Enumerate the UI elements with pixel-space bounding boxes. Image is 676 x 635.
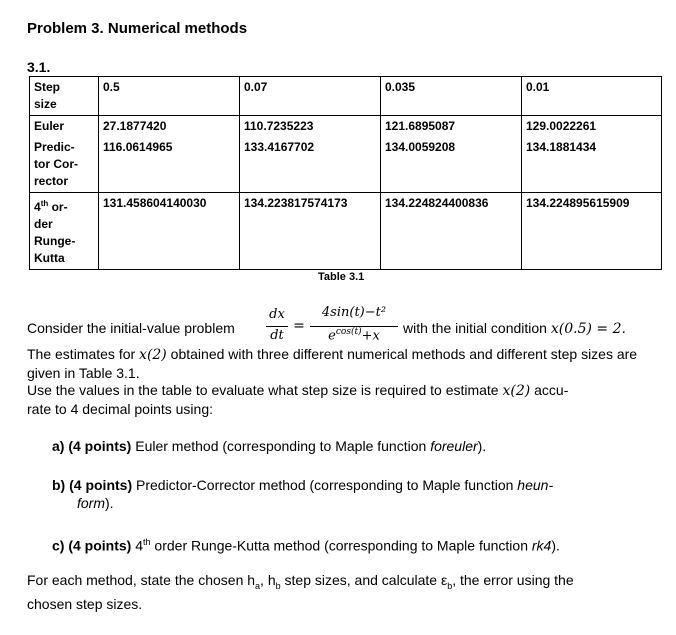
- table-cell: 27.1877420: [99, 116, 240, 138]
- text-run: The estimates for: [27, 346, 140, 362]
- table-caption: Table 3.1: [318, 271, 365, 283]
- row-label-part: 4: [34, 200, 41, 214]
- table-row: [30, 193, 662, 270]
- item-c: [52, 533, 560, 555]
- table-cell: 134.224895615909: [522, 193, 662, 270]
- table-cell: 110.7235223: [240, 116, 381, 138]
- item-points: (4 points): [68, 438, 132, 454]
- text-run: step sizes, and calculate ε: [280, 572, 448, 588]
- subscript: a: [255, 580, 261, 591]
- item-text: Predictor-Corrector method (corresponding to Maple function: [132, 477, 518, 493]
- row-label-line: tor Cor-: [34, 157, 78, 171]
- math-expr: x(2): [502, 383, 531, 399]
- paragraph-instruction: [27, 381, 662, 418]
- table-cell: 0.07: [240, 77, 381, 116]
- rhs-denominator: [310, 327, 398, 343]
- fraction-bar: [266, 326, 288, 327]
- table-row: [30, 137, 662, 193]
- item-b-cont: [77, 494, 114, 512]
- item-text: 4: [131, 537, 144, 554]
- item-text: ).: [551, 537, 560, 554]
- item-label: c): [52, 537, 65, 554]
- table-cell: 129.0022261: [522, 116, 662, 138]
- table-cell: 133.4167702: [240, 137, 381, 193]
- table-cell: 0.5: [99, 77, 240, 116]
- maple-function: heun-: [517, 477, 554, 493]
- final-paragraph: [27, 571, 662, 613]
- item-text: Euler method (corresponding to Maple function: [131, 438, 431, 454]
- ivp-tail: [403, 319, 626, 338]
- row-label-line: rector: [34, 174, 69, 188]
- problem-title: Problem 3. Numerical methods: [27, 20, 248, 37]
- table-cell: 0.035: [381, 77, 522, 116]
- item-text: ).: [477, 438, 487, 454]
- text-run: rate to 4 decimal points using:: [27, 401, 213, 417]
- item-b: [52, 476, 553, 494]
- text-run: , the error using the: [452, 572, 574, 588]
- lhs-denominator: dt: [270, 328, 284, 343]
- ivp-tail-text: with the initial condition: [403, 320, 547, 336]
- table-cell: 121.6895087: [381, 116, 522, 138]
- maple-function: form: [77, 495, 105, 511]
- text-run: , h: [260, 572, 276, 588]
- superscript: th: [40, 199, 49, 208]
- paragraph-estimates: [27, 345, 662, 382]
- item-label: a): [52, 438, 65, 454]
- results-table: [29, 76, 662, 270]
- row-label-line: Predic-: [34, 140, 75, 154]
- table-row: [30, 116, 662, 138]
- math-expr: x(2): [139, 347, 167, 363]
- header-label-line: size: [34, 97, 57, 111]
- maple-function: foreuler: [430, 438, 478, 454]
- text-run: obtained with three different numerical methods and different step sizes are given in Table 3.1.: [27, 346, 638, 381]
- superscript: th: [143, 537, 151, 547]
- row-label: Euler: [30, 116, 99, 138]
- row-label: [30, 193, 99, 270]
- text-run: accu-: [530, 382, 569, 398]
- text-run: chosen step sizes.: [27, 595, 143, 612]
- row-label-line: der: [34, 217, 53, 231]
- table-cell: 134.0059208: [381, 137, 522, 193]
- item-text: ).: [105, 495, 114, 511]
- row-label-line: Kutta: [34, 251, 65, 265]
- item-a: [52, 437, 486, 455]
- denominator-tail: +x: [361, 328, 380, 344]
- exponent: cos(t): [335, 327, 362, 337]
- table-cell: 134.1881434: [522, 137, 662, 193]
- lhs-numerator: dx: [269, 307, 285, 322]
- table-cell: 0.01: [522, 77, 662, 116]
- table-cell: 116.0614965: [99, 137, 240, 193]
- table-header-cell: [30, 77, 99, 116]
- item-points: (4 points): [68, 537, 132, 554]
- row-label-part: or-: [48, 200, 68, 214]
- row-label-line: Runge-: [34, 234, 76, 248]
- table-cell: 134.223817574173: [240, 193, 381, 270]
- equals-sign: =: [293, 318, 305, 334]
- maple-function: rk4: [531, 537, 552, 554]
- item-label: b): [52, 477, 66, 493]
- subscript: b: [447, 580, 453, 591]
- item-text: order Runge-Kutta method (corresponding to Maple function: [150, 537, 532, 554]
- exp-base: e: [328, 328, 336, 344]
- ivp-lead: Consider the initial-value problem: [27, 320, 235, 336]
- text-run: Use the values in the table to evaluate what step size is required to estimate: [27, 382, 503, 398]
- row-label: [30, 137, 99, 193]
- section-number: 3.1.: [27, 59, 51, 75]
- table-cell: 131.458604140030: [99, 193, 240, 270]
- rhs-numerator: 4sin(t)−t²: [321, 305, 387, 320]
- table-cell: 134.224824400836: [381, 193, 522, 270]
- text-run: For each method, state the chosen h: [27, 572, 256, 588]
- row-label-line: [34, 195, 94, 216]
- table-row: [30, 77, 662, 116]
- item-points: (4 points): [69, 477, 133, 493]
- header-label-line: Step: [34, 80, 61, 94]
- initial-condition: x(0.5) = 2.: [550, 321, 626, 337]
- subscript: b: [275, 580, 281, 591]
